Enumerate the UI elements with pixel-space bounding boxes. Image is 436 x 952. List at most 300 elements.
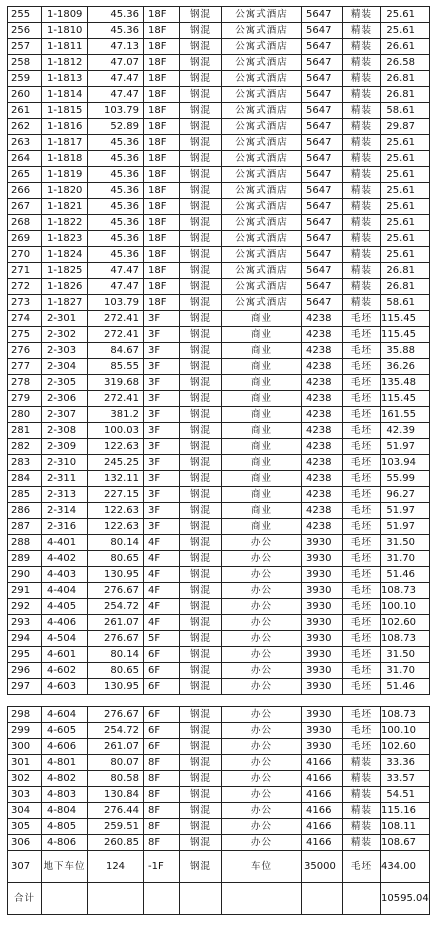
cell-no: 268 [8, 215, 42, 231]
cell-room: 1-1813 [42, 71, 88, 87]
cell-floor: 3F [144, 311, 180, 327]
cell-value: 35.88 [381, 343, 430, 359]
cell-no: 298 [8, 707, 42, 723]
cell-no: 283 [8, 455, 42, 471]
cell-floor: 18F [144, 167, 180, 183]
empty-cell [222, 883, 302, 915]
table-row [8, 279, 430, 295]
cell-area: 259.51 [88, 819, 144, 835]
table-row [8, 359, 430, 375]
cell-decoration: 毛坯 [343, 567, 381, 583]
cell-price: 5647 [302, 167, 343, 183]
cell-use: 办公 [222, 663, 302, 679]
cell-decoration: 精装 [343, 7, 381, 23]
cell-price: 4238 [302, 519, 343, 535]
cell-value: 33.57 [381, 771, 430, 787]
cell-room: 2-303 [42, 343, 88, 359]
cell-area: 276.67 [88, 707, 144, 723]
cell-structure: 钢混 [180, 71, 222, 87]
cell-value: 51.97 [381, 439, 430, 455]
cell-use: 公寓式酒店 [222, 135, 302, 151]
table-row [8, 327, 430, 343]
cell-use: 公寓式酒店 [222, 199, 302, 215]
cell-floor: 3F [144, 391, 180, 407]
table-row [8, 819, 430, 835]
cell-area: 132.11 [88, 471, 144, 487]
cell-decoration: 毛坯 [343, 375, 381, 391]
cell-structure: 钢混 [180, 615, 222, 631]
cell-floor: 6F [144, 707, 180, 723]
cell-value: 108.73 [381, 631, 430, 647]
cell-room: 4-406 [42, 615, 88, 631]
cell-area: 47.47 [88, 279, 144, 295]
cell-area: 80.14 [88, 647, 144, 663]
cell-area: 80.65 [88, 551, 144, 567]
cell-price: 4238 [302, 471, 343, 487]
cell-structure: 钢混 [180, 739, 222, 755]
cell-use: 公寓式酒店 [222, 103, 302, 119]
table-row [8, 471, 430, 487]
cell-decoration: 精装 [343, 215, 381, 231]
cell-price: 4238 [302, 503, 343, 519]
cell-decoration: 精装 [343, 755, 381, 771]
cell-floor: 18F [144, 23, 180, 39]
cell-area: 47.47 [88, 71, 144, 87]
cell-use: 办公 [222, 535, 302, 551]
table-row [8, 103, 430, 119]
cell-area: 103.79 [88, 103, 144, 119]
cell-price: 4238 [302, 439, 343, 455]
cell-value: 26.61 [381, 39, 430, 55]
cell-price: 3930 [302, 567, 343, 583]
cell-room: 1-1810 [42, 23, 88, 39]
cell-area: 80.58 [88, 771, 144, 787]
cell-value: 51.46 [381, 679, 430, 695]
table-row [8, 199, 430, 215]
cell-use: 公寓式酒店 [222, 263, 302, 279]
empty-cell [180, 883, 222, 915]
cell-floor: 18F [144, 135, 180, 151]
cell-floor: 3F [144, 343, 180, 359]
cell-no: 292 [8, 599, 42, 615]
cell-structure: 钢混 [180, 359, 222, 375]
cell-room: 1-1811 [42, 39, 88, 55]
cell-structure: 钢混 [180, 167, 222, 183]
cell-decoration: 毛坯 [343, 327, 381, 343]
cell-floor: 3F [144, 503, 180, 519]
cell-decoration: 精装 [343, 263, 381, 279]
cell-price: 4238 [302, 343, 343, 359]
cell-use: 办公 [222, 583, 302, 599]
cell-use: 商业 [222, 455, 302, 471]
cell-structure: 钢混 [180, 455, 222, 471]
cell-structure: 钢混 [180, 199, 222, 215]
cell-room: 2-307 [42, 407, 88, 423]
cell-structure: 钢混 [180, 663, 222, 679]
cell-structure: 钢混 [180, 391, 222, 407]
cell-floor: 8F [144, 755, 180, 771]
cell-price: 3930 [302, 583, 343, 599]
cell-no: 277 [8, 359, 42, 375]
cell-decoration: 精装 [343, 151, 381, 167]
cell-price: 3930 [302, 615, 343, 631]
cell-area: 47.07 [88, 55, 144, 71]
table-row [8, 707, 430, 723]
cell-area: 85.55 [88, 359, 144, 375]
cell-area: 100.03 [88, 423, 144, 439]
cell-use: 公寓式酒店 [222, 71, 302, 87]
table-row [8, 87, 430, 103]
cell-floor: 18F [144, 247, 180, 263]
cell-area: 47.47 [88, 263, 144, 279]
cell-no: 300 [8, 739, 42, 755]
cell-structure: 钢混 [180, 39, 222, 55]
cell-use: 商业 [222, 375, 302, 391]
cell-use: 商业 [222, 503, 302, 519]
cell-price: 5647 [302, 199, 343, 215]
cell-value: 31.70 [381, 663, 430, 679]
cell-structure: 钢混 [180, 851, 222, 883]
cell-no: 305 [8, 819, 42, 835]
cell-price: 5647 [302, 231, 343, 247]
cell-room: 4-606 [42, 739, 88, 755]
cell-area: 272.41 [88, 327, 144, 343]
cell-value: 58.61 [381, 295, 430, 311]
cell-use: 商业 [222, 487, 302, 503]
cell-no: 267 [8, 199, 42, 215]
cell-use: 公寓式酒店 [222, 23, 302, 39]
cell-use: 商业 [222, 519, 302, 535]
asset-table-part-1 [7, 6, 430, 695]
cell-room: 2-308 [42, 423, 88, 439]
cell-price: 5647 [302, 279, 343, 295]
table-row [8, 631, 430, 647]
cell-structure: 钢混 [180, 151, 222, 167]
cell-floor: 18F [144, 215, 180, 231]
cell-decoration: 毛坯 [343, 583, 381, 599]
table-row [8, 423, 430, 439]
table-row [8, 167, 430, 183]
cell-structure: 钢混 [180, 231, 222, 247]
cell-room: 1-1817 [42, 135, 88, 151]
cell-room: 4-404 [42, 583, 88, 599]
cell-area: 245.25 [88, 455, 144, 471]
cell-floor: 3F [144, 519, 180, 535]
cell-decoration: 精装 [343, 39, 381, 55]
cell-no: 286 [8, 503, 42, 519]
empty-cell [302, 883, 343, 915]
cell-area: 261.07 [88, 739, 144, 755]
cell-value: 51.46 [381, 567, 430, 583]
cell-structure: 钢混 [180, 487, 222, 503]
cell-no: 299 [8, 723, 42, 739]
cell-value: 26.81 [381, 279, 430, 295]
cell-structure: 钢混 [180, 55, 222, 71]
cell-area: 122.63 [88, 503, 144, 519]
cell-floor: 18F [144, 199, 180, 215]
cell-decoration: 毛坯 [343, 679, 381, 695]
cell-structure: 钢混 [180, 755, 222, 771]
cell-value: 108.73 [381, 583, 430, 599]
cell-room: 1-1825 [42, 263, 88, 279]
cell-no: 261 [8, 103, 42, 119]
page-break [0, 700, 436, 704]
cell-floor: 3F [144, 327, 180, 343]
table-row [8, 247, 430, 263]
cell-no: 272 [8, 279, 42, 295]
cell-floor: 18F [144, 183, 180, 199]
empty-cell [88, 883, 144, 915]
cell-structure: 钢混 [180, 279, 222, 295]
cell-room: 2-313 [42, 487, 88, 503]
cell-area: 80.07 [88, 755, 144, 771]
cell-price: 5647 [302, 103, 343, 119]
cell-price: 3930 [302, 707, 343, 723]
cell-room: 4-403 [42, 567, 88, 583]
cell-no: 306 [8, 835, 42, 851]
cell-use: 商业 [222, 471, 302, 487]
cell-decoration: 精装 [343, 183, 381, 199]
cell-no: 281 [8, 423, 42, 439]
total-value: 10595.04 [381, 883, 430, 915]
cell-value: 115.45 [381, 311, 430, 327]
cell-decoration: 毛坯 [343, 647, 381, 663]
cell-price: 4238 [302, 327, 343, 343]
cell-no: 287 [8, 519, 42, 535]
cell-decoration: 毛坯 [343, 407, 381, 423]
cell-decoration: 精装 [343, 87, 381, 103]
cell-use: 公寓式酒店 [222, 247, 302, 263]
cell-no: 273 [8, 295, 42, 311]
cell-room: 2-311 [42, 471, 88, 487]
table-row [8, 663, 430, 679]
cell-value: 108.11 [381, 819, 430, 835]
table-row [8, 519, 430, 535]
cell-price: 5647 [302, 247, 343, 263]
cell-floor: 18F [144, 231, 180, 247]
cell-floor: -1F [144, 851, 180, 883]
cell-use: 商业 [222, 407, 302, 423]
cell-floor: 3F [144, 423, 180, 439]
table-row [8, 215, 430, 231]
cell-value: 161.55 [381, 407, 430, 423]
cell-room: 地下车位 [42, 851, 88, 883]
cell-floor: 5F [144, 631, 180, 647]
cell-no: 263 [8, 135, 42, 151]
cell-floor: 6F [144, 647, 180, 663]
cell-room: 4-605 [42, 723, 88, 739]
cell-structure: 钢混 [180, 87, 222, 103]
table-row [8, 263, 430, 279]
cell-floor: 18F [144, 87, 180, 103]
table-row [8, 231, 430, 247]
cell-room: 2-305 [42, 375, 88, 391]
cell-value: 102.60 [381, 739, 430, 755]
parking-row [8, 851, 430, 883]
cell-decoration: 毛坯 [343, 739, 381, 755]
cell-structure: 钢混 [180, 551, 222, 567]
cell-floor: 18F [144, 103, 180, 119]
cell-price: 5647 [302, 183, 343, 199]
cell-floor: 8F [144, 803, 180, 819]
cell-floor: 18F [144, 7, 180, 23]
cell-structure: 钢混 [180, 599, 222, 615]
cell-structure: 钢混 [180, 787, 222, 803]
cell-use: 办公 [222, 631, 302, 647]
cell-structure: 钢混 [180, 471, 222, 487]
cell-floor: 18F [144, 119, 180, 135]
cell-no: 304 [8, 803, 42, 819]
cell-use: 公寓式酒店 [222, 215, 302, 231]
cell-area: 45.36 [88, 7, 144, 23]
cell-area: 276.67 [88, 583, 144, 599]
cell-structure: 钢混 [180, 407, 222, 423]
cell-use: 办公 [222, 615, 302, 631]
cell-decoration: 精装 [343, 771, 381, 787]
cell-decoration: 精装 [343, 231, 381, 247]
cell-floor: 8F [144, 787, 180, 803]
cell-value: 102.60 [381, 615, 430, 631]
cell-price: 3930 [302, 535, 343, 551]
cell-price: 4166 [302, 803, 343, 819]
cell-price: 5647 [302, 7, 343, 23]
cell-price: 4166 [302, 835, 343, 851]
cell-price: 3930 [302, 599, 343, 615]
cell-no: 295 [8, 647, 42, 663]
cell-area: 130.95 [88, 567, 144, 583]
cell-price: 5647 [302, 295, 343, 311]
cell-room: 1-1819 [42, 167, 88, 183]
cell-decoration: 精装 [343, 295, 381, 311]
table-row [8, 723, 430, 739]
cell-price: 4238 [302, 375, 343, 391]
total-label: 合计 [8, 883, 42, 915]
cell-no: 266 [8, 183, 42, 199]
cell-structure: 钢混 [180, 535, 222, 551]
cell-use: 商业 [222, 423, 302, 439]
cell-structure: 钢混 [180, 103, 222, 119]
cell-price: 5647 [302, 151, 343, 167]
cell-decoration: 精装 [343, 787, 381, 803]
cell-room: 1-1812 [42, 55, 88, 71]
cell-use: 商业 [222, 391, 302, 407]
cell-use: 办公 [222, 787, 302, 803]
cell-no: 255 [8, 7, 42, 23]
cell-room: 2-314 [42, 503, 88, 519]
cell-no: 285 [8, 487, 42, 503]
cell-no: 279 [8, 391, 42, 407]
cell-no: 276 [8, 343, 42, 359]
cell-no: 291 [8, 583, 42, 599]
cell-value: 25.61 [381, 199, 430, 215]
cell-price: 5647 [302, 55, 343, 71]
table-row [8, 787, 430, 803]
table-row [8, 739, 430, 755]
cell-decoration: 毛坯 [343, 723, 381, 739]
cell-decoration: 毛坯 [343, 311, 381, 327]
cell-floor: 18F [144, 263, 180, 279]
table-row [8, 343, 430, 359]
cell-use: 车位 [222, 851, 302, 883]
cell-structure: 钢混 [180, 183, 222, 199]
cell-floor: 18F [144, 71, 180, 87]
cell-area: 52.89 [88, 119, 144, 135]
cell-price: 5647 [302, 71, 343, 87]
total-row [8, 883, 430, 915]
table-row [8, 39, 430, 55]
cell-room: 1-1818 [42, 151, 88, 167]
cell-room: 2-302 [42, 327, 88, 343]
cell-no: 296 [8, 663, 42, 679]
empty-cell [42, 883, 88, 915]
table-row [8, 439, 430, 455]
cell-use: 商业 [222, 359, 302, 375]
cell-value: 135.48 [381, 375, 430, 391]
cell-structure: 钢混 [180, 567, 222, 583]
cell-price: 3930 [302, 551, 343, 567]
cell-structure: 钢混 [180, 819, 222, 835]
cell-area: 103.79 [88, 295, 144, 311]
table-row [8, 71, 430, 87]
cell-price: 4166 [302, 787, 343, 803]
cell-value: 25.61 [381, 135, 430, 151]
cell-use: 办公 [222, 723, 302, 739]
cell-decoration: 精装 [343, 247, 381, 263]
cell-structure: 钢混 [180, 631, 222, 647]
cell-no: 294 [8, 631, 42, 647]
cell-price: 4166 [302, 771, 343, 787]
cell-area: 227.15 [88, 487, 144, 503]
cell-area: 45.36 [88, 167, 144, 183]
table-row [8, 835, 430, 851]
cell-room: 1-1827 [42, 295, 88, 311]
cell-no: 274 [8, 311, 42, 327]
cell-use: 公寓式酒店 [222, 55, 302, 71]
cell-price: 4166 [302, 755, 343, 771]
cell-value: 31.70 [381, 551, 430, 567]
cell-decoration: 精装 [343, 199, 381, 215]
table-row [8, 535, 430, 551]
cell-area: 84.67 [88, 343, 144, 359]
cell-structure: 钢混 [180, 803, 222, 819]
cell-no: 290 [8, 567, 42, 583]
cell-price: 5647 [302, 263, 343, 279]
cell-use: 办公 [222, 803, 302, 819]
cell-use: 公寓式酒店 [222, 87, 302, 103]
empty-cell [343, 883, 381, 915]
cell-area: 254.72 [88, 723, 144, 739]
cell-decoration: 毛坯 [343, 551, 381, 567]
cell-structure: 钢混 [180, 295, 222, 311]
cell-price: 3930 [302, 647, 343, 663]
cell-use: 公寓式酒店 [222, 295, 302, 311]
table-row [8, 551, 430, 567]
cell-area: 130.95 [88, 679, 144, 695]
cell-price: 4238 [302, 359, 343, 375]
cell-structure: 钢混 [180, 771, 222, 787]
cell-room: 2-301 [42, 311, 88, 327]
cell-no: 258 [8, 55, 42, 71]
cell-value: 51.97 [381, 519, 430, 535]
cell-use: 办公 [222, 647, 302, 663]
cell-no: 271 [8, 263, 42, 279]
cell-value: 115.45 [381, 391, 430, 407]
cell-decoration: 毛坯 [343, 487, 381, 503]
cell-room: 4-604 [42, 707, 88, 723]
cell-value: 100.10 [381, 599, 430, 615]
table-row [8, 583, 430, 599]
cell-decoration: 毛坯 [343, 707, 381, 723]
